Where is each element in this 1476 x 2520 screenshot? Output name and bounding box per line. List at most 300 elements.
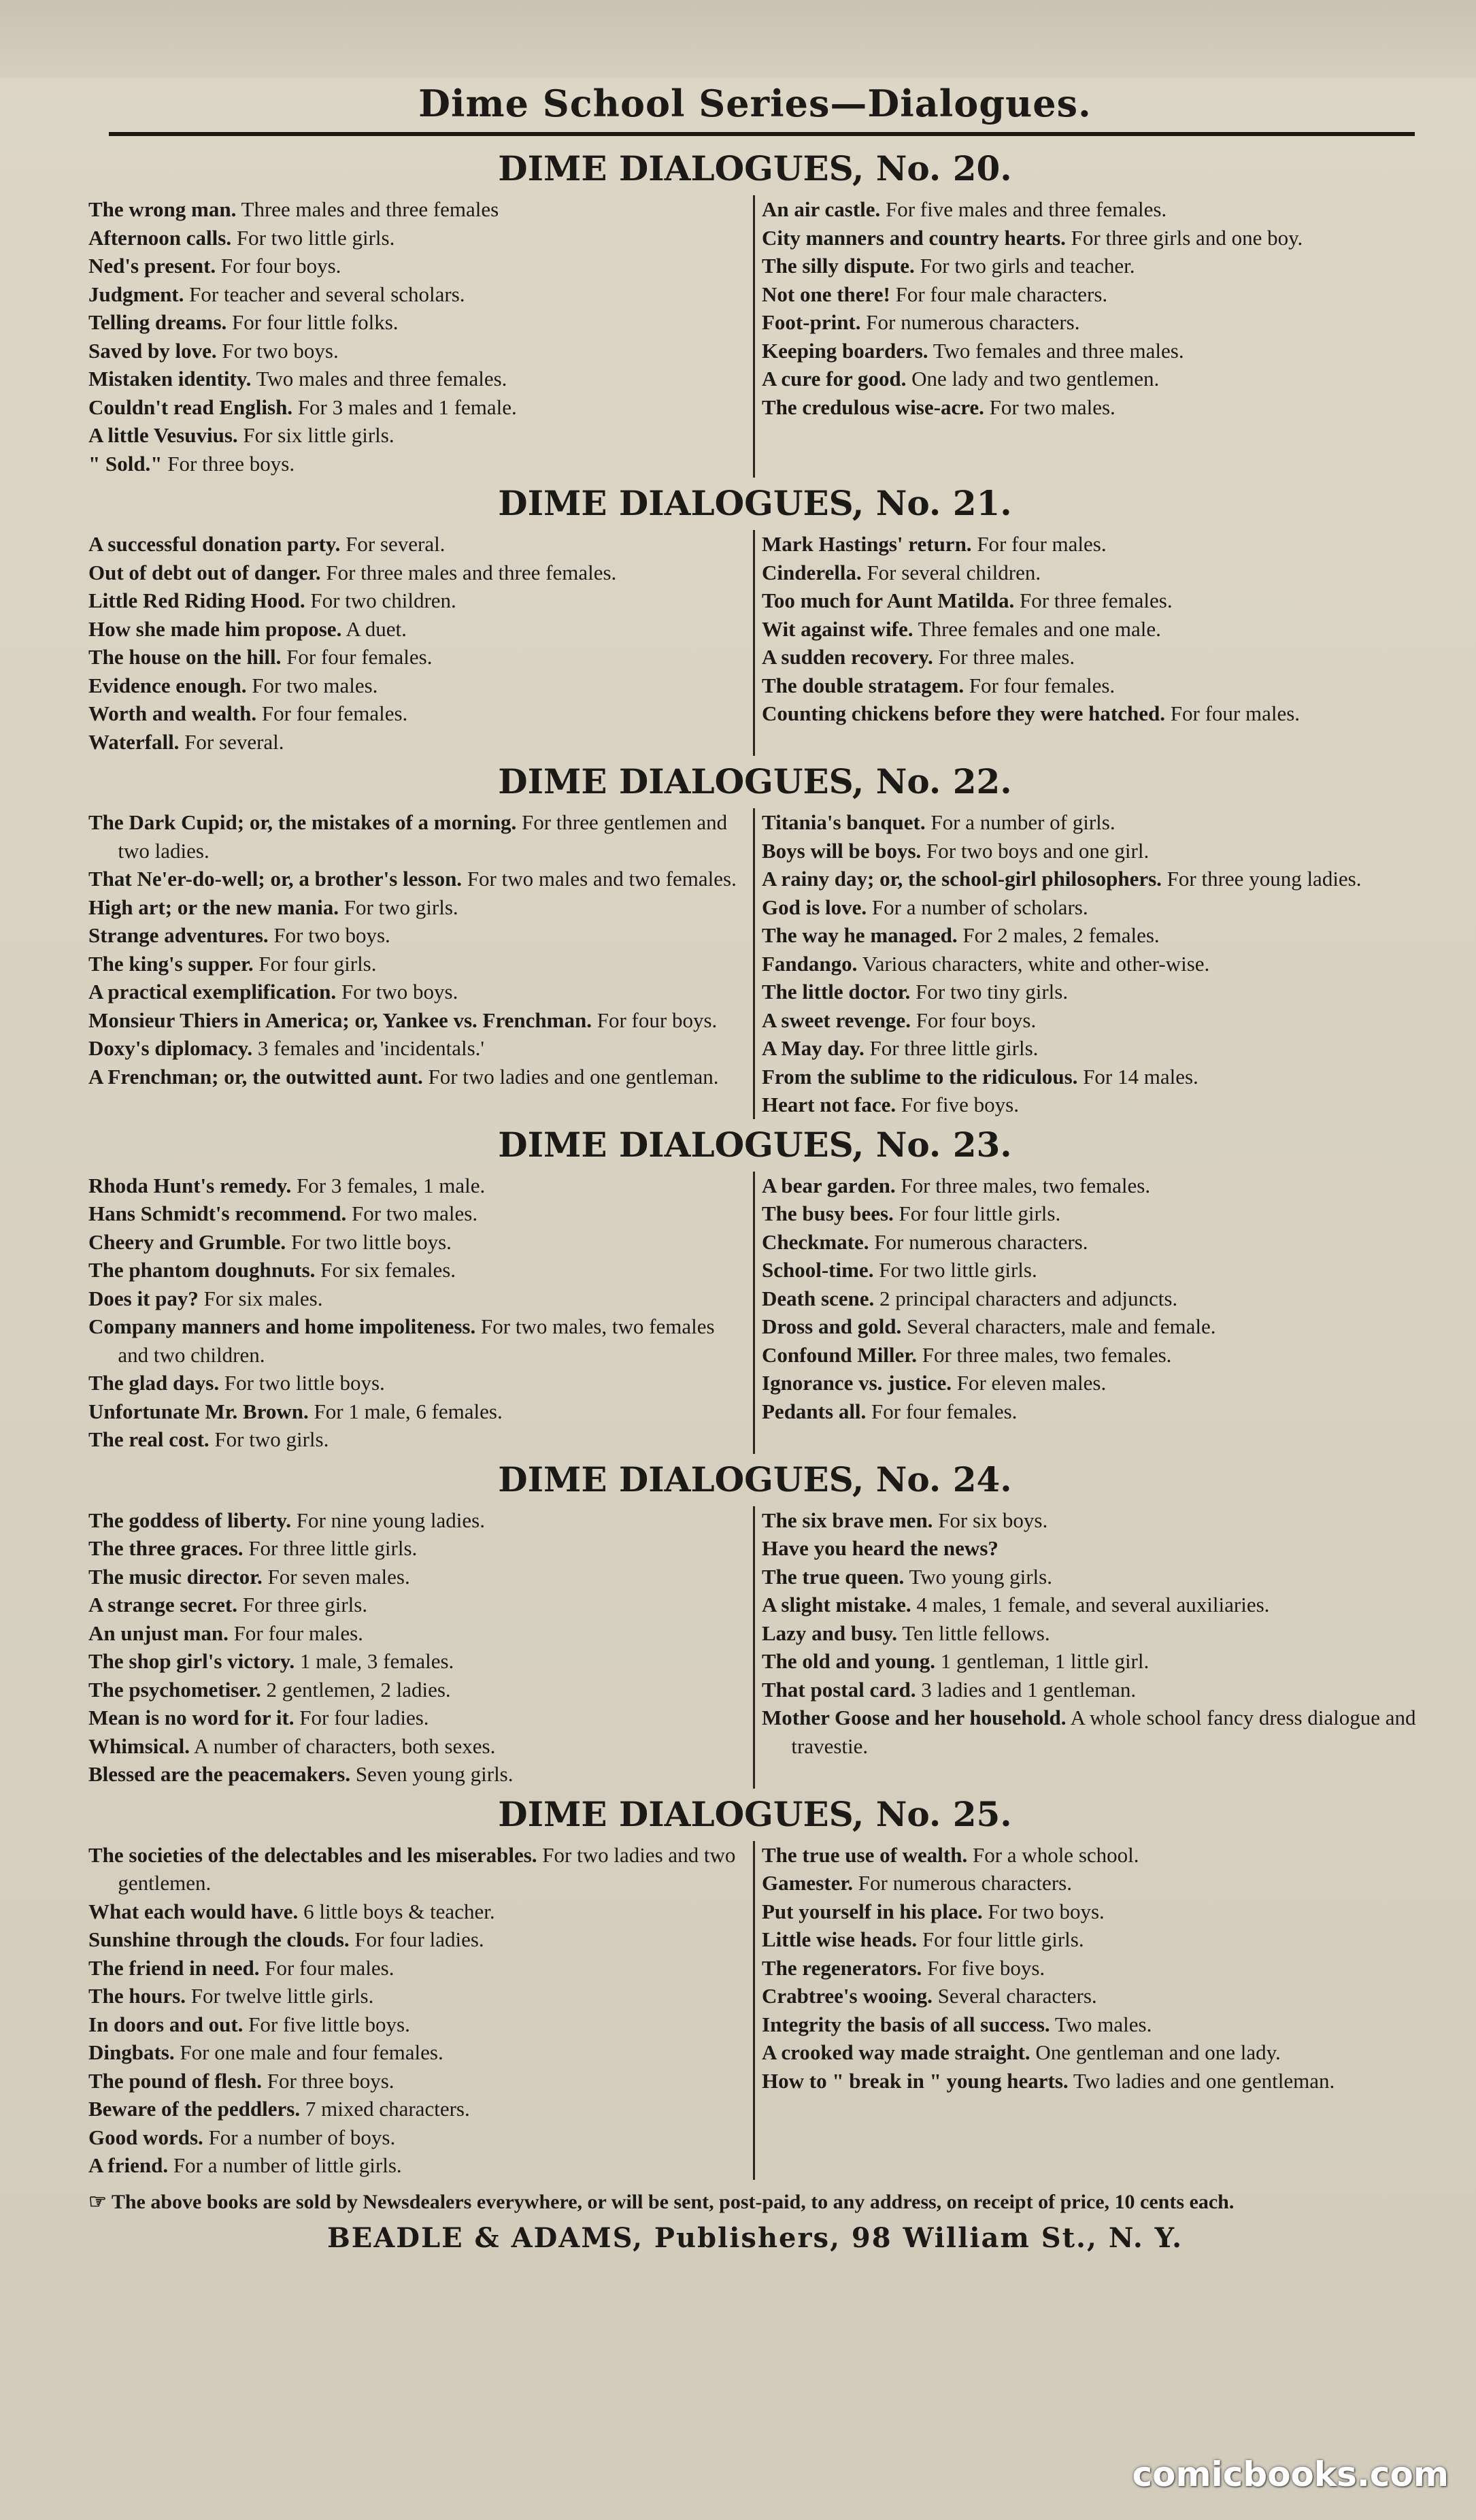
dialogue-entry — [88, 450, 743, 478]
dialogue-cast: Three males and three females — [241, 197, 499, 221]
dialogue-cast: For three males and three females. — [326, 560, 617, 584]
dialogue-cast: For two little boys. — [290, 1229, 452, 1254]
dialogue-cast: For two boys. — [273, 923, 390, 947]
dialogue-title: A slight mistake. — [762, 1593, 911, 1617]
dialogue-cast: One gentleman and one lady. — [1035, 2040, 1281, 2064]
dialogue-cast: Two ladies and one gentleman. — [1073, 2068, 1335, 2093]
section-title: DIME DIALOGUES, No. 20. — [498, 148, 1012, 188]
dialogue-title: Mother Goose and her household. — [762, 1706, 1067, 1729]
dialogue-cast: For three young ladies. — [1167, 867, 1362, 891]
dialogue-cast: For four males. — [265, 1955, 395, 1980]
dialogue-cast: 2 gentlemen, 2 ladies. — [266, 1677, 451, 1702]
dialogue-title: Put yourself in his place. — [762, 1899, 983, 1923]
dialogue-entry — [88, 1591, 743, 1619]
dialogue-title: The house on the hill. — [88, 645, 282, 669]
dialogue-cast: For six females. — [320, 1258, 456, 1282]
sections-container — [88, 148, 1422, 2180]
dialogue-entry — [762, 1397, 1422, 1426]
dialogue-title: In doors and out. — [88, 2012, 244, 2036]
dialogue-cast: For three boys. — [267, 2068, 395, 2093]
dialogue-entry — [88, 728, 743, 757]
dialogue-title: The busy bees. — [762, 1201, 894, 1225]
dialogue-title: The six brave men. — [762, 1508, 933, 1532]
dialogue-entry — [88, 893, 743, 922]
dialogue-title: Heart not face. — [762, 1093, 896, 1116]
dialogue-title: Integrity the basis of all success. — [762, 2012, 1050, 2036]
dialogue-cast: For four little girls. — [922, 1927, 1084, 1951]
dialogue-cast: Several characters. — [937, 1984, 1097, 2008]
dialogue-entry — [762, 699, 1422, 728]
dialogue-entry — [762, 1063, 1422, 1091]
dialogue-title: The old and young. — [762, 1649, 935, 1673]
dialogue-title: The true use of wealth. — [762, 1842, 968, 1867]
dialogue-title: A sweet revenge. — [762, 1008, 911, 1032]
dialogue-entry — [88, 2067, 743, 2095]
dialogue-title: The pound of flesh. — [88, 2068, 262, 2093]
right-column — [755, 195, 1422, 478]
dialogue-cast: For four males. — [233, 1621, 363, 1645]
dialogue-cast: For two boys and one girl. — [926, 838, 1150, 863]
dialogue-entry — [88, 1312, 743, 1369]
section-columns — [88, 195, 1422, 478]
dialogue-entry — [762, 280, 1422, 309]
dialogue-title: From the sublime to the ridiculous. — [762, 1064, 1078, 1089]
dialogue-title: Not one there! — [762, 282, 890, 306]
dialogue-entry — [88, 1925, 743, 1954]
dialogue-title: Dingbats. — [88, 2040, 175, 2064]
dialogue-cast: For four ladies. — [299, 1706, 429, 1729]
dialogue-entry — [88, 1369, 743, 1397]
dialogue-title: Whimsical. — [88, 1734, 190, 1758]
dialogue-title: Couldn't read English. — [88, 395, 293, 419]
dialogue-title: " Sold." — [88, 451, 163, 476]
dialogue-entry — [88, 1397, 743, 1426]
dialogue-entry — [762, 2010, 1422, 2039]
dialogue-cast: For four boys. — [220, 254, 341, 278]
dialogue-entry — [88, 2010, 743, 2039]
dialogue-title: That postal card. — [762, 1677, 916, 1702]
dialogue-cast: For two males, two females and two children. — [118, 1314, 715, 1367]
dialogue-cast: Two males and three females. — [256, 367, 507, 391]
left-column — [88, 195, 755, 478]
dialogue-section — [88, 483, 1422, 756]
dialogue-title: A sudden recovery. — [762, 645, 933, 669]
dialogue-entry — [88, 699, 743, 728]
dialogue-cast: For two males. — [351, 1201, 478, 1225]
dialogue-cast: For three little girls. — [869, 1036, 1039, 1060]
dialogue-title: Judgment. — [88, 282, 184, 306]
dialogue-title: What each would have. — [88, 1899, 299, 1923]
header-rule — [109, 132, 1415, 136]
dialogue-title: Crabtree's wooing. — [762, 1984, 933, 2008]
dialogue-title: That Ne'er-do-well; or, a brother's lesson. — [88, 867, 463, 891]
dialogue-cast: For a number of boys. — [208, 2125, 396, 2149]
dialogue-entry — [762, 1312, 1422, 1341]
dialogue-title: Mark Hastings' return. — [762, 532, 972, 556]
dialogue-entry — [762, 559, 1422, 587]
left-column — [88, 1172, 755, 1454]
dialogue-entry — [88, 672, 743, 700]
dialogue-cast: For three males. — [938, 645, 1075, 669]
dialogue-entry — [88, 337, 743, 365]
dialogue-cast: For 3 males and 1 female. — [297, 395, 517, 419]
dialogue-entry — [88, 1425, 743, 1454]
dialogue-entry — [88, 1034, 743, 1063]
dialogue-entry — [762, 1647, 1422, 1676]
dialogue-cast: For a whole school. — [972, 1842, 1139, 1867]
dialogue-title: The friend in need. — [88, 1955, 260, 1980]
dialogue-entry — [88, 308, 743, 337]
dialogue-title: The glad days. — [88, 1371, 220, 1395]
dialogue-title: An unjust man. — [88, 1621, 229, 1645]
dialogue-cast: For eleven males. — [956, 1371, 1107, 1395]
dialogue-cast: 3 females and 'incidentals.' — [257, 1036, 485, 1060]
dialogue-cast: A number of characters, both sexes. — [194, 1734, 496, 1758]
dialogue-cast: For numerous characters. — [874, 1229, 1088, 1254]
dialogue-entry — [88, 1619, 743, 1648]
dialogue-entry — [762, 365, 1422, 393]
dialogue-cast: Two males. — [1054, 2012, 1152, 2036]
dialogue-title: Wit against wife. — [762, 616, 913, 641]
right-column — [755, 1841, 1422, 2180]
dialogue-title: The goddess of liberty. — [88, 1508, 291, 1532]
dialogue-title: The little doctor. — [762, 980, 911, 1004]
dialogue-cast: For five little boys. — [248, 2012, 410, 2036]
dialogue-section — [88, 761, 1422, 1119]
left-column — [88, 808, 755, 1119]
dialogue-cast: For numerous characters. — [858, 1871, 1072, 1895]
right-column — [755, 530, 1422, 756]
dialogue-entry — [762, 337, 1422, 365]
dialogue-cast: For 14 males. — [1083, 1064, 1198, 1089]
dialogue-entry — [88, 1954, 743, 1983]
dialogue-cast: 7 mixed characters. — [305, 2097, 470, 2121]
dialogue-cast: 1 gentleman, 1 little girl. — [940, 1649, 1150, 1673]
dialogue-cast: For six little girls. — [243, 423, 395, 447]
dialogue-cast: 1 male, 3 females. — [299, 1649, 454, 1673]
dialogue-cast: Two young girls. — [909, 1564, 1052, 1589]
dialogue-title: Ignorance vs. justice. — [762, 1371, 952, 1395]
dialogue-title: How she made him propose. — [88, 616, 342, 641]
dialogue-title: Worth and wealth. — [88, 701, 257, 725]
dialogue-cast: For two males and two females. — [467, 867, 737, 891]
section-title: DIME DIALOGUES, No. 24. — [498, 1459, 1012, 1499]
dialogue-entry — [88, 643, 743, 672]
dialogue-cast: For two girls. — [343, 895, 458, 919]
dialogue-title: Afternoon calls. — [88, 225, 232, 250]
dialogue-cast: For four females. — [261, 701, 408, 725]
dialogue-cast: For four ladies. — [354, 1927, 484, 1951]
dialogue-cast: For two males. — [252, 673, 378, 697]
dialogue-entry — [762, 1676, 1422, 1704]
dialogue-entry — [88, 1563, 743, 1591]
dialogue-cast: For two males. — [989, 395, 1116, 419]
dialogue-entry — [88, 1284, 743, 1313]
dialogue-title: Strange adventures. — [88, 923, 269, 947]
dialogue-cast: For several children. — [867, 560, 1041, 584]
dialogue-entry — [88, 586, 743, 615]
dialogue-title: The music director. — [88, 1564, 263, 1589]
dialogue-title: Unfortunate Mr. Brown. — [88, 1399, 309, 1423]
dialogue-title: Mean is no word for it. — [88, 1706, 295, 1729]
dialogue-cast: For five boys. — [927, 1955, 1045, 1980]
dialogue-cast: For nine young ladies. — [296, 1508, 485, 1532]
dialogue-title: Cheery and Grumble. — [88, 1229, 286, 1254]
dialogue-cast: For two children. — [310, 588, 456, 612]
dialogue-cast: For 2 males, 2 females. — [962, 923, 1160, 947]
dialogue-entry — [762, 837, 1422, 865]
dialogue-title: Boys will be boys. — [762, 838, 922, 863]
dialogue-cast: For three boys. — [167, 451, 295, 476]
dialogue-entry — [762, 1897, 1422, 1926]
dialogue-title: A practical exemplification. — [88, 980, 337, 1004]
dialogue-title: High art; or the new mania. — [88, 895, 339, 919]
dialogue-title: Out of debt out of danger. — [88, 560, 321, 584]
dialogue-cast: For two boys. — [341, 980, 458, 1004]
dialogue-cast: For four females. — [969, 673, 1116, 697]
dialogue-cast: For four males. — [1170, 701, 1301, 725]
dialogue-entry — [88, 1199, 743, 1228]
dialogue-title: Hans Schmidt's recommend. — [88, 1201, 347, 1225]
dialogue-title: Sunshine through the clouds. — [88, 1927, 350, 1951]
dialogue-cast: For teacher and several scholars. — [189, 282, 465, 306]
dialogue-title: Pedants all. — [762, 1399, 867, 1423]
dialogue-entry — [88, 921, 743, 950]
section-columns — [88, 1841, 1422, 2180]
left-column — [88, 530, 755, 756]
dialogue-cast: For four little girls. — [899, 1201, 1061, 1225]
dialogue-section — [88, 1125, 1422, 1454]
dialogue-title: Doxy's diplomacy. — [88, 1036, 253, 1060]
dialogue-title: Ned's present. — [88, 254, 216, 278]
dialogue-cast: For several. — [184, 729, 284, 754]
dialogue-cast: For a number of scholars. — [871, 895, 1088, 919]
dialogue-entry — [762, 1591, 1422, 1619]
right-column — [755, 1506, 1422, 1789]
dialogue-cast: For three males, two females. — [901, 1173, 1151, 1197]
dialogue-entry — [762, 1034, 1422, 1063]
dialogue-title: The hours. — [88, 1984, 186, 2008]
left-column — [88, 1506, 755, 1789]
dialogue-cast: For four females. — [286, 645, 433, 669]
dialogue-entry — [88, 252, 743, 280]
section-title: DIME DIALOGUES, No. 23. — [498, 1124, 1012, 1165]
dialogue-title: Waterfall. — [88, 729, 180, 754]
dialogue-title: Evidence enough. — [88, 673, 247, 697]
dialogue-title: Titania's banquet. — [762, 810, 926, 834]
dialogue-entry — [88, 195, 743, 224]
dialogue-entry — [88, 1647, 743, 1676]
dialogue-cast: For four little folks. — [232, 310, 399, 334]
dialogue-title: A bear garden. — [762, 1173, 896, 1197]
dialogue-cast: For two tiny girls. — [916, 980, 1069, 1004]
dialogue-title: Little wise heads. — [762, 1927, 918, 1951]
dialogue-entry — [762, 1619, 1422, 1648]
dialogue-entry — [88, 615, 743, 644]
dialogue-cast: 3 ladies and 1 gentleman. — [921, 1677, 1137, 1702]
dialogue-entry — [88, 365, 743, 393]
dialogue-entry — [762, 1172, 1422, 1200]
dialogue-title: How to " break in " young hearts. — [762, 2068, 1069, 2093]
dialogue-entry — [762, 308, 1422, 337]
dialogue-cast: For three girls and one boy. — [1071, 225, 1303, 250]
dialogue-entry — [88, 950, 743, 978]
dialogue-entry — [762, 893, 1422, 922]
dialogue-entry — [762, 643, 1422, 672]
dialogue-cast: For several. — [346, 532, 446, 556]
dialogue-title: The silly dispute. — [762, 254, 915, 278]
dialogue-title: The Dark Cupid; or, the mistakes of a morning. — [88, 810, 517, 834]
dialogue-title: Does it pay? — [88, 1286, 199, 1310]
dialogue-cast: One lady and two gentlemen. — [911, 367, 1160, 391]
dialogue-title: Little Red Riding Hood. — [88, 588, 305, 612]
dialogue-entry — [88, 1228, 743, 1257]
dialogue-cast: For four girls. — [258, 951, 377, 976]
dialogue-cast: 6 little boys & teacher. — [303, 1899, 495, 1923]
dialogue-cast: For one male and four females. — [180, 2040, 443, 2064]
dialogue-entry — [88, 1982, 743, 2010]
publisher-line: BEADLE & ADAMS, Publishers, 98 William St., N. Y. — [326, 2221, 1184, 2254]
dialogue-title: The king's supper. — [88, 951, 254, 976]
dialogue-entry — [762, 1341, 1422, 1370]
dialogue-entry — [88, 1760, 743, 1789]
dialogue-title: A May day. — [762, 1036, 865, 1060]
dialogue-entry — [88, 224, 743, 252]
dialogue-entry — [88, 2038, 743, 2067]
dialogue-title: The true queen. — [762, 1564, 905, 1589]
dialogue-title: Cinderella. — [762, 560, 862, 584]
section-columns — [88, 1172, 1422, 1454]
dialogue-cast: For four males. — [977, 532, 1107, 556]
dialogue-cast: For numerous characters. — [866, 310, 1080, 334]
dialogue-title: The wrong man. — [88, 197, 237, 221]
dialogue-cast: For two boys. — [988, 1899, 1105, 1923]
dialogue-title: Blessed are the peacemakers. — [88, 1762, 351, 1786]
dialogue-title: The phantom doughnuts. — [88, 1258, 316, 1282]
dialogue-entry — [762, 1369, 1422, 1397]
dialogue-entry — [762, 1704, 1422, 1760]
dialogue-entry — [88, 1256, 743, 1284]
dialogue-title: Monsieur Thiers in America; or, Yankee vs. Frenchman. — [88, 1008, 592, 1032]
dialogue-entry — [88, 1897, 743, 1926]
dialogue-entry — [88, 808, 743, 865]
dialogue-title: Keeping boarders. — [762, 338, 928, 363]
dialogue-cast: For a number of girls. — [930, 810, 1116, 834]
top-margin — [0, 0, 1476, 78]
section-title: DIME DIALOGUES, No. 25. — [498, 1793, 1012, 1834]
dialogue-title: Confound Miller. — [762, 1342, 917, 1367]
dialogue-cast: For 1 male, 6 females. — [314, 1399, 503, 1423]
dialogue-cast: 2 principal characters and adjuncts. — [879, 1286, 1178, 1310]
dialogue-cast: For four females. — [871, 1399, 1018, 1423]
dialogue-cast: For two little girls. — [879, 1258, 1037, 1282]
dialogue-entry — [88, 280, 743, 309]
dialogue-cast: For three females. — [1019, 588, 1173, 612]
dialogue-entry — [762, 1256, 1422, 1284]
dialogue-title: A cure for good. — [762, 367, 907, 391]
dialogue-title: Too much for Aunt Matilda. — [762, 588, 1015, 612]
dialogue-entry — [88, 1704, 743, 1732]
dialogue-cast: For three girls. — [242, 1593, 368, 1617]
dialogue-cast: Several characters, male and female. — [907, 1314, 1216, 1338]
dialogue-title: An air castle. — [762, 197, 881, 221]
dialogue-entry — [88, 865, 743, 893]
left-column — [88, 1841, 755, 2180]
dialogue-title: A successful donation party. — [88, 532, 341, 556]
dialogue-entry — [762, 2038, 1422, 2067]
dialogue-cast: For four male characters. — [895, 282, 1108, 306]
section-title: DIME DIALOGUES, No. 21. — [498, 483, 1012, 523]
section-columns — [88, 530, 1422, 756]
dialogue-cast: A whole school fancy dress dialogue and travestie. — [791, 1706, 1416, 1758]
section-title: DIME DIALOGUES, No. 22. — [498, 761, 1012, 801]
dialogue-entry — [88, 2123, 743, 2152]
dialogue-entry — [762, 1982, 1422, 2010]
dialogue-title: Dross and gold. — [762, 1314, 902, 1338]
dialogue-title: Company manners and home impoliteness. — [88, 1314, 476, 1338]
dialogue-cast: For five males and three females. — [885, 197, 1167, 221]
dialogue-cast: For twelve little girls. — [190, 1984, 374, 2008]
dialogue-title: School-time. — [762, 1258, 874, 1282]
dialogue-cast: For three gentlemen and two ladies. — [118, 810, 728, 863]
dialogue-title: A little Vesuvius. — [88, 423, 238, 447]
dialogue-cast: Three females and one male. — [918, 616, 1161, 641]
dialogue-title: A strange secret. — [88, 1593, 237, 1617]
dialogue-entry — [762, 808, 1422, 837]
dialogue-entry — [762, 195, 1422, 224]
dialogue-cast: For two ladies and two gentlemen. — [118, 1842, 736, 1895]
dialogue-entry — [762, 672, 1422, 700]
dialogue-entry — [88, 1676, 743, 1704]
dialogue-cast: Seven young girls. — [355, 1762, 514, 1786]
dialogue-entry — [762, 1506, 1422, 1535]
dialogue-title: A Frenchman; or, the outwitted aunt. — [88, 1064, 423, 1089]
dialogue-cast: For six males. — [203, 1286, 323, 1310]
dialogue-title: City manners and country hearts. — [762, 225, 1066, 250]
dialogue-entry — [762, 1006, 1422, 1035]
right-column — [755, 1172, 1422, 1454]
dialogue-entry — [88, 1534, 743, 1563]
dialogue-entry — [762, 2067, 1422, 2095]
dialogue-entry — [88, 421, 743, 450]
dialogue-entry — [88, 1006, 743, 1035]
dialogue-entry — [762, 393, 1422, 422]
dialogue-cast: For seven males. — [267, 1564, 410, 1589]
dialogue-entry — [762, 1869, 1422, 1897]
section-columns — [88, 808, 1422, 1119]
dialogue-section — [88, 148, 1422, 478]
dialogue-cast: 4 males, 1 female, and several auxiliaries. — [916, 1593, 1270, 1617]
dialogue-title: The way he managed. — [762, 923, 958, 947]
dialogue-entry — [762, 252, 1422, 280]
dialogue-entry — [88, 1841, 743, 1897]
dialogue-entry — [88, 1506, 743, 1535]
dialogue-entry — [762, 865, 1422, 893]
dialogue-title: Saved by love. — [88, 338, 217, 363]
dialogue-entry — [762, 1228, 1422, 1257]
dialogue-entry — [762, 615, 1422, 644]
dialogue-title: The real cost. — [88, 1427, 209, 1451]
dialogue-entry — [762, 1954, 1422, 1983]
watermark: comicbooks.com — [1132, 2455, 1449, 2494]
dialogue-title: Good words. — [88, 2125, 203, 2149]
dialogue-entry — [88, 1172, 743, 1200]
dialogue-cast: Ten little fellows. — [902, 1621, 1050, 1645]
dialogue-entry — [762, 921, 1422, 950]
dialogue-cast: For two little girls. — [236, 225, 395, 250]
dialogue-title: Mistaken identity. — [88, 367, 252, 391]
dialogue-cast: For two ladies and one gentleman. — [428, 1064, 719, 1089]
